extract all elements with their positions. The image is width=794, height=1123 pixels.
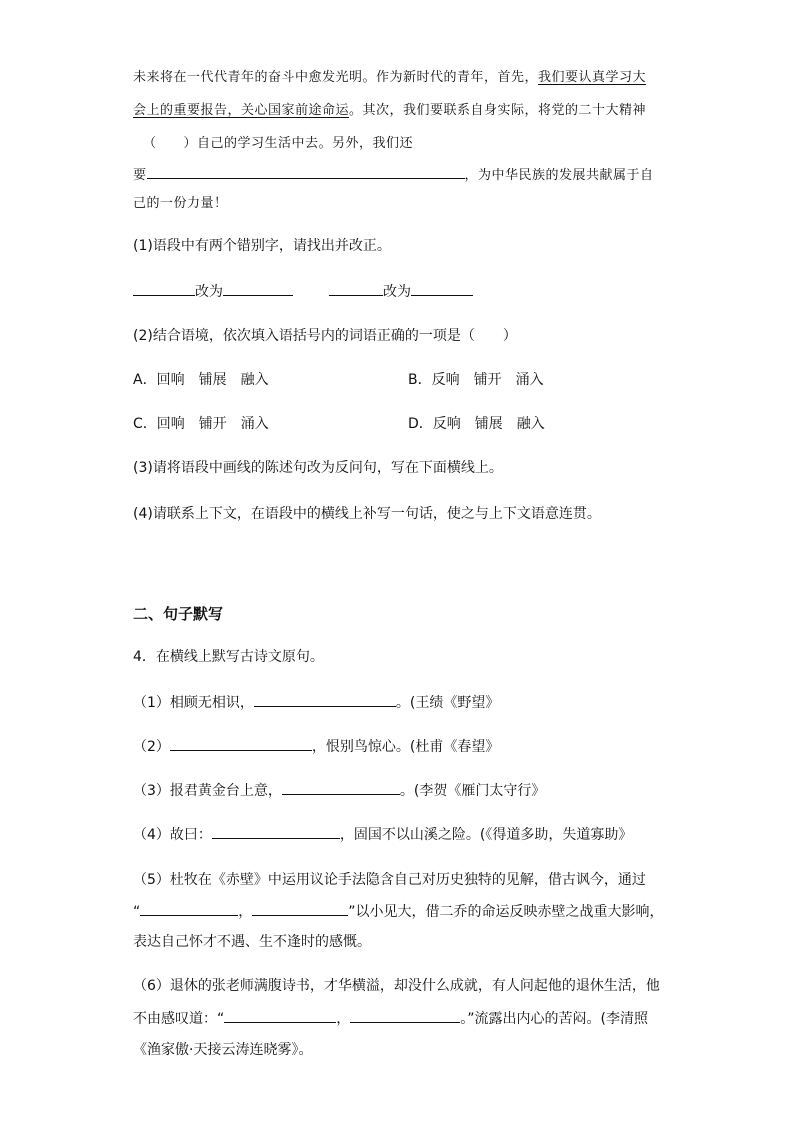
- option-a[interactable]: A．回响 铺展 融入: [133, 372, 269, 388]
- passage-line-5: [133, 194, 228, 214]
- question-2: (2)结合语境，依次填入语括号内的词语正确的一项是（ ）: [133, 328, 517, 344]
- quote-mark: “: [133, 904, 141, 920]
- passage-line-3: [143, 134, 413, 154]
- recite-source: 。(李贺《雁门太守行》: [399, 783, 546, 799]
- recite-item-5-line-1: （5）杜牧在《赤壁》中运用议论手法隐含自己对历史独特的见解，借古讽今，通过: [133, 872, 646, 888]
- recite-item-6-line-2: [133, 1008, 648, 1029]
- passage-line-4: [133, 164, 654, 186]
- option-c[interactable]: C．回响 铺开 涌入: [133, 416, 269, 432]
- recite-source: ，固国不以山溪之险。(《得道多助，失道寡助》: [339, 827, 633, 843]
- change-to-label: 改为: [195, 284, 223, 300]
- recite-blank[interactable]: [282, 780, 400, 795]
- recite-blank[interactable]: [254, 692, 396, 707]
- recite-blank[interactable]: [170, 736, 312, 751]
- recite-blank[interactable]: [140, 901, 238, 916]
- passage-text: （ ）自己的学习生活中去。另外，我们还: [143, 136, 414, 151]
- recite-source: ，恨别鸟惊心。(杜甫《春望》: [311, 739, 500, 755]
- recite-item-6-line-1: （6）退休的张老师满腹诗书，才华横溢，却没什么成就，有人问起他的退休生活，他: [133, 978, 660, 994]
- recite-item-3: [133, 780, 545, 801]
- recite-text: （1）相顾无相识，: [133, 695, 254, 711]
- comma: ，: [238, 904, 253, 920]
- question-4: (4)请联系上下文，在语段中的横线上补写一句话，使之与上下文语意连贯。: [133, 506, 601, 522]
- recite-blank[interactable]: [224, 1008, 336, 1023]
- passage-text: 。其次，我们要联系自身实际，将党的二十大精神: [349, 103, 647, 118]
- wrong-char-blank[interactable]: [329, 281, 383, 296]
- recite-text: （2）: [133, 739, 170, 755]
- recite-text: （3）报君黄金台上意，: [133, 783, 282, 799]
- passage-line-2: [133, 101, 646, 121]
- recite-item-1: [133, 692, 499, 713]
- recite-item-6-line-3: 《渔家傲·天接云涛连晓雾》。: [133, 1042, 313, 1058]
- question-3: (3)请将语段中画线的陈述句改为反问句，写在下面横线上。: [133, 460, 503, 476]
- option-d[interactable]: D．反响 铺展 融入: [408, 416, 545, 432]
- recite-item-2: [133, 736, 499, 757]
- recite-text: ”以小见大，借二乔的命运反映赤壁之战重大影响，: [348, 904, 664, 920]
- change-to-label: 改为: [383, 284, 411, 300]
- question-4-stem: 4．在横线上默写古诗文原句。: [133, 649, 324, 665]
- option-b[interactable]: B．反响 铺开 涌入: [408, 372, 544, 388]
- recite-item-5-line-3: 表达自己怀才不遇、生不逢时的感慨。: [133, 934, 371, 950]
- question-1: (1)语段中有两个错别字，请找出并改正。: [133, 238, 391, 254]
- correct-char-blank[interactable]: [411, 281, 473, 296]
- recite-item-4: [133, 824, 632, 845]
- question-1-answer-row: [133, 281, 473, 302]
- recite-blank[interactable]: [252, 901, 348, 916]
- passage-text: 未来将在一代代青年的奋斗中愈发光明。作为新时代的青年，首先，: [133, 70, 539, 85]
- section-title: 二、句子默写: [133, 605, 224, 623]
- underlined-sentence: 我们要认真学习大: [538, 70, 647, 85]
- recite-text: 不由感叹道：“: [133, 1011, 225, 1027]
- recite-blank[interactable]: [350, 1008, 460, 1023]
- passage-text: 要: [133, 168, 147, 183]
- fill-in-blank[interactable]: [147, 164, 465, 179]
- recite-item-5-line-2: [133, 901, 664, 922]
- passage-text: ，为中华民族的发展共献属于自: [464, 168, 654, 183]
- passage-text: 己的一份力量！: [133, 196, 228, 211]
- passage-line-1: [133, 68, 646, 88]
- recite-blank[interactable]: [212, 824, 340, 839]
- recite-source: 。”流露出内心的苦闷。(李清照: [460, 1011, 648, 1027]
- recite-text: （4）故曰：: [133, 827, 212, 843]
- comma: ，: [336, 1011, 351, 1027]
- correct-char-blank[interactable]: [223, 281, 293, 296]
- recite-source: 。(王绩《野望》: [395, 695, 500, 711]
- underlined-sentence: 会上的重要报告，关心国家前途命运: [133, 103, 350, 118]
- wrong-char-blank[interactable]: [133, 281, 195, 296]
